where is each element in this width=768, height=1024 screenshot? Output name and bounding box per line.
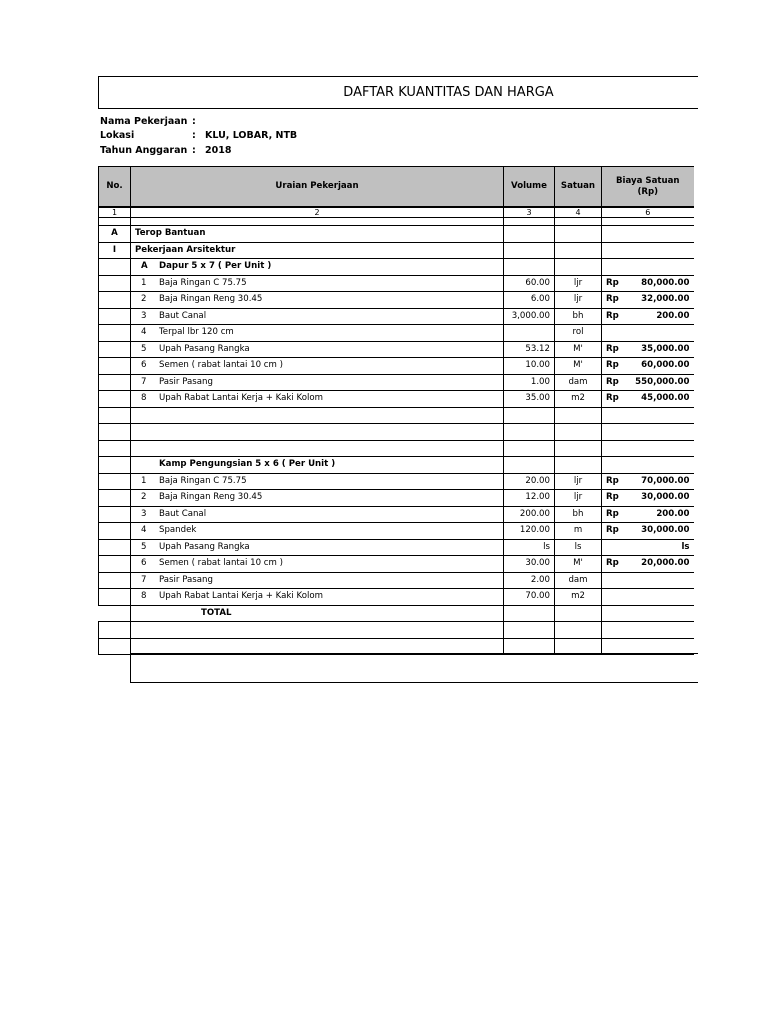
currency-label: Rp: [606, 294, 619, 305]
table-row: [99, 374, 694, 391]
group-row-dapur: [99, 259, 694, 276]
item-price: 32,000.00: [641, 294, 690, 305]
section-row-terop: [99, 226, 694, 243]
item-price: 30,000.00: [641, 492, 690, 503]
table-row: [99, 473, 694, 490]
item-unit: bh: [555, 506, 602, 523]
item-unit: m2: [555, 391, 602, 408]
currency-label: Rp: [606, 393, 619, 404]
item-number: 2: [141, 294, 147, 305]
info-colon: :: [192, 116, 196, 127]
item-price-cell: [602, 473, 694, 490]
col-number: 2: [131, 207, 504, 218]
item-description: Baja Ringan Reng 30.45: [159, 294, 263, 305]
item-cell: [131, 506, 504, 523]
item-price: 200.00: [656, 508, 690, 519]
item-price-cell: [602, 341, 694, 358]
table-row: [99, 572, 694, 589]
item-price-cell: [602, 572, 694, 589]
item-number: 7: [141, 574, 147, 585]
section-code: A: [99, 226, 131, 243]
item-volume: 12.00: [504, 490, 555, 507]
item-unit: ljr: [555, 275, 602, 292]
group-row-kamp: [99, 457, 694, 474]
item-number: 1: [141, 277, 147, 288]
item-cell: [131, 572, 504, 589]
table-row: [99, 358, 694, 375]
item-cell: [131, 374, 504, 391]
item-price-cell: [602, 523, 694, 540]
item-cell: [131, 308, 504, 325]
item-price-cell: [602, 358, 694, 375]
item-number: 8: [141, 393, 147, 404]
item-volume: 120.00: [504, 523, 555, 540]
item-volume: 3,000.00: [504, 308, 555, 325]
item-price-cell: [602, 589, 694, 606]
spacer-row: [99, 218, 694, 226]
item-price-cell: [602, 325, 694, 342]
item-price-cell: [602, 506, 694, 523]
group-title: Dapur 5 x 7 ( Per Unit ): [159, 261, 272, 272]
item-description: Terpal lbr 120 cm: [159, 327, 234, 338]
item-number: 6: [141, 558, 147, 569]
item-price-cell: [602, 490, 694, 507]
item-description: Baja Ringan C 75.75: [159, 475, 247, 486]
item-cell: [131, 391, 504, 408]
total-row: [99, 605, 694, 622]
section-title: Pekerjaan Arsitektur: [131, 242, 504, 259]
currency-label: Rp: [606, 277, 619, 288]
section-code: I: [99, 242, 131, 259]
item-cell: [131, 539, 504, 556]
item-description: Semen ( rabat lantai 10 cm ): [159, 558, 283, 569]
item-volume: 20.00: [504, 473, 555, 490]
item-volume: 53.12: [504, 341, 555, 358]
page-title: DAFTAR KUANTITAS DAN HARGA: [343, 85, 554, 100]
item-unit: ljr: [555, 490, 602, 507]
item-cell: [131, 589, 504, 606]
item-volume: 60.00: [504, 275, 555, 292]
item-price: 80,000.00: [641, 277, 690, 288]
item-unit: rol: [555, 325, 602, 342]
table-row: [99, 506, 694, 523]
item-cell: [131, 341, 504, 358]
info-colon: :: [192, 130, 196, 141]
empty-row: [99, 424, 694, 441]
item-description: Upah Rabat Lantai Kerja + Kaki Kolom: [159, 393, 323, 404]
header-unit: Satuan: [555, 167, 602, 208]
item-volume: 35.00: [504, 391, 555, 408]
item-unit: M': [555, 358, 602, 375]
item-number: 4: [141, 327, 147, 338]
item-number: 3: [141, 508, 147, 519]
group-code: A: [141, 261, 148, 272]
header-desc: Uraian Pekerjaan: [131, 167, 504, 208]
item-description: Baut Canal: [159, 508, 207, 519]
currency-label: Rp: [606, 492, 619, 503]
item-number: 8: [141, 591, 147, 602]
item-unit: dam: [555, 374, 602, 391]
table-row: [99, 556, 694, 573]
total-label: TOTAL: [131, 605, 504, 622]
item-cell: [131, 556, 504, 573]
item-cell: [131, 473, 504, 490]
item-volume: 10.00: [504, 358, 555, 375]
table-row: [99, 292, 694, 309]
currency-label: Rp: [606, 508, 619, 519]
table-row: [99, 391, 694, 408]
item-unit: ls: [555, 539, 602, 556]
item-unit: dam: [555, 572, 602, 589]
item-volume: 200.00: [504, 506, 555, 523]
item-number: 5: [141, 541, 147, 552]
item-volume: 70.00: [504, 589, 555, 606]
item-unit: m: [555, 523, 602, 540]
currency-label: Rp: [606, 525, 619, 536]
empty-row: [99, 622, 694, 639]
table-row: [99, 275, 694, 292]
item-volume: 2.00: [504, 572, 555, 589]
item-cell: [131, 490, 504, 507]
item-description: Upah Pasang Rangka: [159, 343, 250, 354]
item-price: 45,000.00: [641, 393, 690, 404]
table-row: [99, 490, 694, 507]
item-description: Semen ( rabat lantai 10 cm ): [159, 360, 283, 371]
boq-table: [98, 166, 694, 655]
item-description: Baja Ringan Reng 30.45: [159, 492, 263, 503]
header-no: No.: [99, 167, 131, 208]
item-price: 60,000.00: [641, 360, 690, 371]
item-price: 20,000.00: [641, 558, 690, 569]
table-row: [99, 589, 694, 606]
empty-row: [99, 407, 694, 424]
item-description: Baja Ringan C 75.75: [159, 277, 247, 288]
table-row: [99, 308, 694, 325]
item-price: 200.00: [656, 310, 690, 321]
empty-row: [99, 440, 694, 457]
item-volume: [504, 325, 555, 342]
item-unit: M': [555, 556, 602, 573]
item-description: Upah Pasang Rangka: [159, 541, 250, 552]
item-price: 30,000.00: [641, 525, 690, 536]
item-cell: [131, 358, 504, 375]
currency-label: Rp: [606, 360, 619, 371]
col-number: 6: [602, 207, 694, 218]
item-cell: [131, 325, 504, 342]
header-volume: Volume: [504, 167, 555, 208]
item-unit: M': [555, 341, 602, 358]
table-row: [99, 539, 694, 556]
item-price-cell: [602, 391, 694, 408]
item-unit: ljr: [555, 292, 602, 309]
currency-label: Rp: [606, 558, 619, 569]
item-unit: m2: [555, 589, 602, 606]
item-number: 4: [141, 525, 147, 536]
info-label: Nama Pekerjaan: [100, 116, 188, 127]
item-volume: 30.00: [504, 556, 555, 573]
item-description: Baut Canal: [159, 310, 207, 321]
info-value: 2018: [205, 145, 232, 156]
item-price: 35,000.00: [641, 343, 690, 354]
group-title: Kamp Pengungsian 5 x 6 ( Per Unit ): [159, 459, 336, 470]
item-price-cell: [602, 308, 694, 325]
item-unit: ljr: [555, 473, 602, 490]
info-label: Tahun Anggaran: [100, 145, 188, 156]
item-price-cell: [602, 556, 694, 573]
section-row-arsitektur: [99, 242, 694, 259]
currency-label: Rp: [606, 343, 619, 354]
info-colon: :: [192, 145, 196, 156]
item-volume: 6.00: [504, 292, 555, 309]
item-price: ls: [681, 541, 690, 552]
col-number: 4: [555, 207, 602, 218]
info-value: KLU, LOBAR, NTB: [205, 130, 298, 141]
currency-label: Rp: [606, 376, 619, 387]
item-number: 3: [141, 310, 147, 321]
item-volume: 1.00: [504, 374, 555, 391]
item-number: 2: [141, 492, 147, 503]
item-cell: [131, 523, 504, 540]
item-price: 70,000.00: [641, 475, 690, 486]
item-price-cell: [602, 374, 694, 391]
table-header-row: [99, 167, 694, 208]
info-label: Lokasi: [100, 130, 135, 141]
item-description: Upah Rabat Lantai Kerja + Kaki Kolom: [159, 591, 323, 602]
item-price: 550,000.00: [635, 376, 690, 387]
col-number: 3: [504, 207, 555, 218]
item-price-cell: [602, 275, 694, 292]
table-row: [99, 341, 694, 358]
item-description: Spandek: [159, 525, 197, 536]
item-unit: bh: [555, 308, 602, 325]
item-description: Pasir Pasang: [159, 376, 213, 387]
col-number: 1: [99, 207, 131, 218]
table-row: [99, 325, 694, 342]
table-row: [99, 523, 694, 540]
item-cell: [131, 275, 504, 292]
currency-label: Rp: [606, 310, 619, 321]
item-description: Pasir Pasang: [159, 574, 213, 585]
item-cell: [131, 292, 504, 309]
item-number: 7: [141, 376, 147, 387]
notes-box: [130, 653, 698, 683]
header-price: Biaya Satuan (Rp): [602, 167, 694, 208]
section-title: Terop Bantuan: [131, 226, 504, 243]
item-number: 6: [141, 360, 147, 371]
item-price-cell: [602, 292, 694, 309]
column-number-row: [99, 207, 694, 218]
item-number: 5: [141, 343, 147, 354]
item-number: 1: [141, 475, 147, 486]
currency-label: Rp: [606, 475, 619, 486]
title-box: [98, 76, 698, 109]
item-volume: ls: [504, 539, 555, 556]
item-price-cell: [602, 539, 694, 556]
